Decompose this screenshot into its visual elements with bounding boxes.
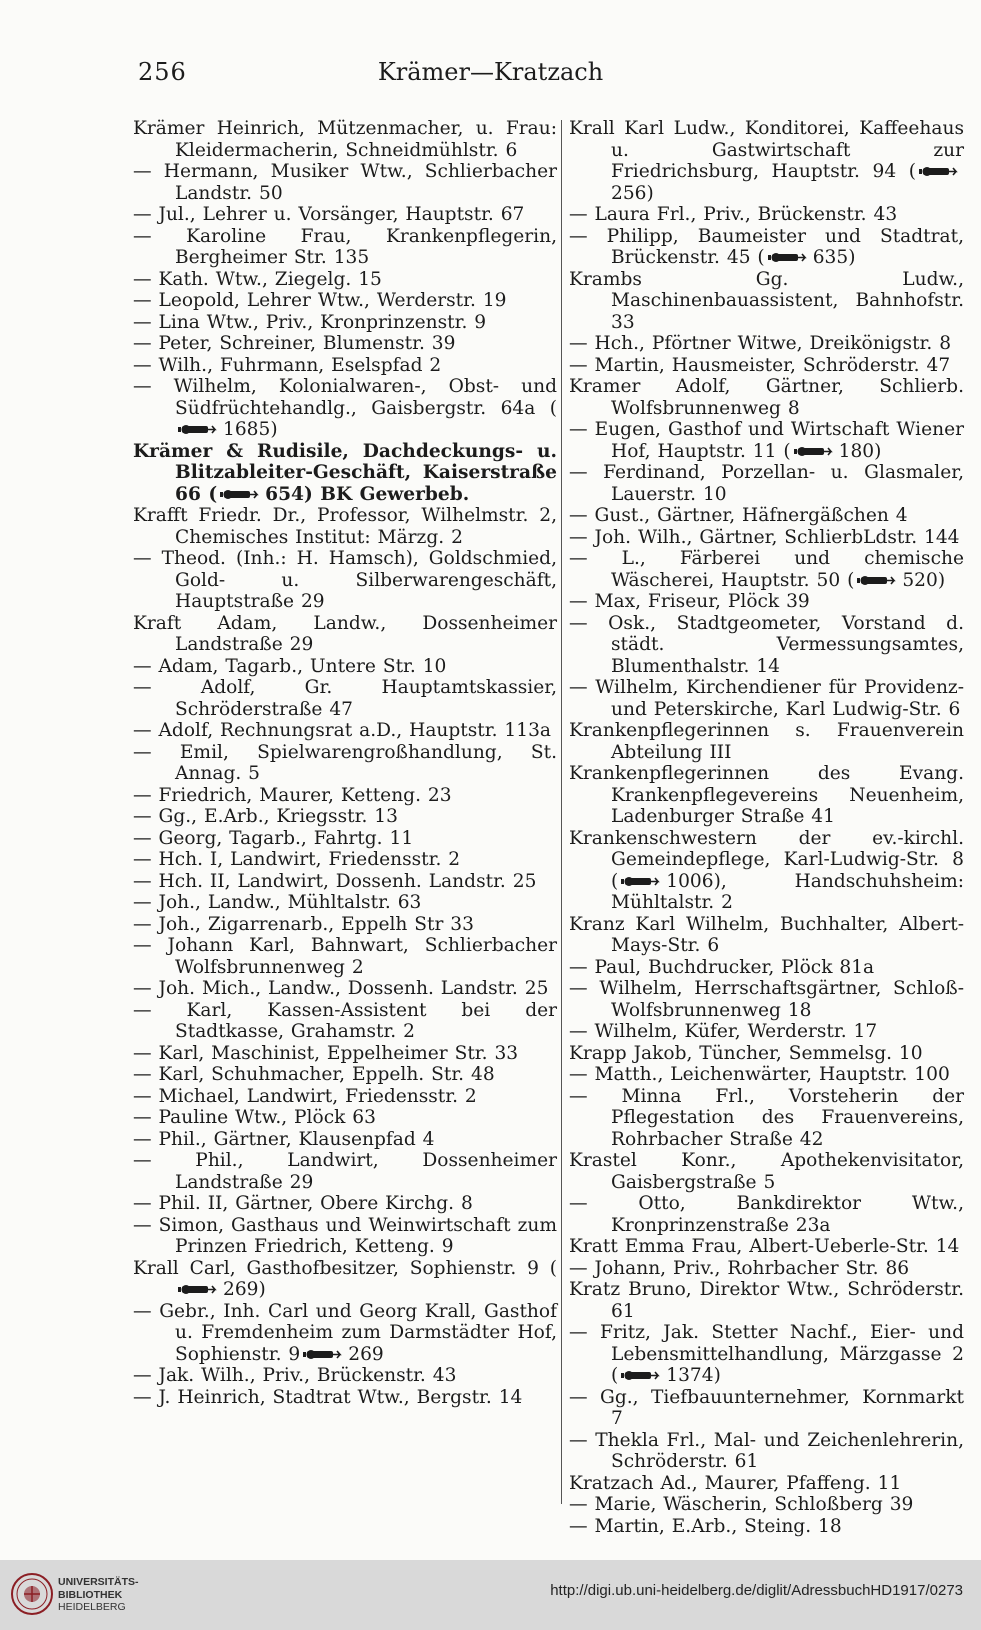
library-name [58,1576,139,1614]
directory-entry [569,376,964,419]
telephone-icon [856,574,900,587]
entry-text: — Minna Frl., Vorsteherin der Pflegestation des Frauenvereins, Rohrbacher Straße 42 [569,1085,964,1150]
entry-text: — Jak. Wilh., Priv., Brückenstr. 43 [133,1365,457,1386]
directory-entry [133,376,557,441]
library-name-line3: HEIDELBERG [58,1601,126,1613]
entry-text: — Wilhelm, Küfer, Werderstr. 17 [569,1021,878,1042]
entry-text: — Osk., Stadtgeometer, Vorstand d. städt. Vermessungsamtes, Blumenthalstr. 14 [569,612,964,677]
entry-text: — Johann Karl, Bahnwart, Schlierbacher Wolfsbrunnenweg 2 [133,935,557,978]
directory-entry [569,828,964,914]
entry-text: Kratz Bruno, Direktor Wtw., Schröderstr. 61 [569,1279,964,1322]
directory-entry [569,1193,964,1236]
directory-entry [133,871,557,893]
directory-entry [133,677,557,720]
source-url-link[interactable]: http://digi.ub.uni-heidelberg.de/diglit/AdressbuchHD1917/0273 [550,1582,963,1599]
entry-text: — Karoline Frau, Krankenpflegerin, Bergheimer Str. 135 [133,225,557,268]
entry-text: — Eugen, Gasthof und Wirtschaft Wiener Hof, Hauptstr. 11 ( [569,419,964,462]
entry-text: Kraft Adam, Landw., Dossenheimer Landstraße 29 [133,612,557,655]
entry-text: — Gebr., Inh. Carl und Georg Krall, Gasthof u. Fremdenheim zum Darmstädter Hof, Sophienstr. 9 [133,1300,557,1365]
directory-entry [569,1279,964,1322]
entry-text: Kranz Karl Wilhelm, Buchhalter, Albert-Mays-Str. 6 [569,913,964,956]
directory-entry [133,613,557,656]
directory-entry [569,419,964,462]
entry-text: — Jul., Lehrer u. Vorsänger, Hauptstr. 67 [133,204,525,225]
directory-entry [133,892,557,914]
telephone-icon [767,251,811,264]
entry-text: Krankenschwestern der ev.-kirchl. Gemeindepflege, Karl-Ludwig-Str. 8 ( [569,827,964,892]
entry-text: — Karl, Schuhmacher, Eppelh. Str. 48 [133,1064,495,1085]
directory-entry [569,118,964,204]
entry-phone: 1006), Handschuhsheim: Mühltalstr. 2 [611,870,964,913]
entry-text: Krämer & Rudisile, Dachdeckungs- u. Blitzableiter-Geschäft, Kaiserstraße 66 ( [133,440,557,505]
entry-text: Krapp Jakob, Tüncher, Semmelsg. 10 [569,1042,923,1064]
entry-text: — Thekla Frl., Mal- und Zeichenlehrerin, Schröderstr. 61 [569,1429,964,1472]
directory-entry [133,548,557,613]
telephone-icon [793,445,837,458]
directory-entry [133,441,557,506]
entry-text: — Philipp, Baumeister und Stadtrat, Brückenstr. 45 ( [569,225,964,268]
telephone-icon [302,1348,346,1361]
entry-text: — Wilhelm, Kirchendiener für Providenz- und Peterskirche, Karl Ludwig-Str. 6 [569,677,964,720]
directory-entry [133,1064,557,1086]
right-column [569,118,964,1537]
directory-entry [569,763,964,828]
directory-entry [569,957,964,979]
entry-text: — Wilhelm, Kolonialwaren-, Obst- und Südfrüchtehandlg., Gaisbergstr. 64a ( [133,376,557,419]
directory-entry [133,1107,557,1129]
directory-entry [133,849,557,871]
telephone-icon [177,423,221,436]
directory-entry [569,1473,964,1495]
running-head: Krämer—Kratzach [377,58,604,86]
entry-text: — Michael, Landwirt, Friedensstr. 2 [133,1085,477,1107]
entry-text: — Martin, Hausmeister, Schröderstr. 47 [569,354,951,376]
directory-entry [133,1215,557,1258]
directory-entry [569,269,964,334]
entry-text: — L., Färberei und chemische Wäscherei, Hauptstr. 50 ( [569,548,964,591]
directory-entry [133,355,557,377]
directory-entry [569,505,964,527]
entry-text: Krall Carl, Gasthofbesitzer, Sophienstr. 9 ( [133,1257,557,1279]
directory-entry [133,914,557,936]
library-name-line2: BIBLIOTHEK [58,1588,123,1601]
directory-entry [569,462,964,505]
entry-text: — Matth., Leichenwärter, Hauptstr. 100 [569,1064,950,1085]
entry-text: Krafft Friedr. Dr., Professor, Wilhelmstr. 2, Chemisches Institut: Märzg. 2 [133,505,557,548]
column-divider [561,120,562,1504]
entry-phone: 1685) [223,419,278,440]
directory-entry [133,118,557,161]
entry-text: — Georg, Tagarb., Fahrtg. 11 [133,827,414,849]
directory-entry [133,935,557,978]
entry-text: — Lina Wtw., Priv., Kronprinzenstr. 9 [133,311,487,333]
entry-phone: 256) [611,182,654,204]
entry-text: — Phil., Gärtner, Klausenpfad 4 [133,1128,435,1150]
directory-entry [133,505,557,548]
directory-entry [569,226,964,269]
directory-entry [133,1387,557,1409]
entry-text: — Simon, Gasthaus und Weinwirtschaft zum Prinzen Friedrich, Ketteng. 9 [133,1214,557,1257]
directory-entry [133,226,557,269]
directory-entry [569,1430,964,1473]
entry-text: — Phil., Landwirt, Dossenheimer Landstraße 29 [133,1150,557,1193]
entry-text: Krämer Heinrich, Mützenmacher, u. Frau: Kleidermacherin, Schneidmühlstr. 6 [133,118,557,161]
directory-entry [133,269,557,291]
directory-entry [569,1043,964,1065]
entry-text: — Joh., Landw., Mühltalstr. 63 [133,892,422,913]
directory-entry [569,720,964,763]
entry-phone: 269 [348,1343,384,1365]
entry-phone: 269) [223,1279,266,1300]
entry-text: — Karl, Kassen-Assistent bei der Stadtkasse, Grahamstr. 2 [133,999,557,1042]
directory-entry [133,1000,557,1043]
entry-text: Kratzach Ad., Maurer, Pfaffeng. 11 [569,1472,902,1494]
directory-entry [133,1150,557,1193]
telephone-icon [219,488,263,501]
directory-entry [133,806,557,828]
entry-text: Krastel Konr., Apothekenvisitator, Gaisbergstraße 5 [569,1150,964,1193]
entry-text: — Gg., Tiefbauunternehmer, Kornmarkt 7 [569,1386,964,1429]
directory-entry [133,1043,557,1065]
directory-entry [569,1021,964,1043]
entry-text: — Theod. (Inh.: H. Hamsch), Goldschmied, Gold- u. Silberwarengeschäft, Hauptstraße 29 [133,548,557,612]
directory-entry [133,720,557,742]
directory-entry [569,355,964,377]
entry-text: — Otto, Bankdirektor Wtw., Kronprinzenstraße 23a [569,1193,964,1236]
entry-text: Kratt Emma Frau, Albert-Ueberle-Str. 14 [569,1236,960,1257]
entry-text: — Phil. II, Gärtner, Obere Kirchg. 8 [133,1193,473,1214]
entry-text: — Gust., Gärtner, Häfnergäßchen 4 [569,505,908,526]
directory-entry [133,1129,557,1151]
telephone-icon [620,1369,664,1382]
directory-entry [569,591,964,613]
directory-entry [133,1086,557,1108]
entry-text: Krall Karl Ludw., Konditorei, Kaffeehaus u. Gastwirtschaft zur Friedrichsburg, Hauptstr. 94 ( [569,118,964,182]
directory-entry [133,1258,557,1301]
entry-text: — Hch. I, Landwirt, Friedensstr. 2 [133,849,461,870]
entry-text: — Kath. Wtw., Ziegelg. 15 [133,268,382,290]
directory-entry [133,1301,557,1366]
entry-text: Krankenpflegerinnen s. Frauenverein Abteilung III [569,720,964,763]
directory-entry [569,677,964,720]
entry-text: — Laura Frl., Priv., Brückenstr. 43 [569,204,898,225]
entry-text: — Adolf, Rechnungsrat a.D., Hauptstr. 113a [133,720,552,741]
entry-phone: 520) [902,569,946,591]
directory-entry [569,1516,964,1538]
entry-text: — Friedrich, Maurer, Ketteng. 23 [133,784,452,806]
entry-text: — Hch. II, Landwirt, Dossenh. Landstr. 25 [133,870,537,892]
directory-entry [133,1365,557,1387]
directory-entry [569,613,964,678]
directory-entry [133,161,557,204]
entry-text: — Max, Friseur, Plöck 39 [569,591,810,612]
entry-text: — Wilhelm, Herrschaftsgärtner, Schloß-Wolfsbrunnenweg 18 [569,978,964,1021]
entry-text: — Wilh., Fuhrmann, Eselspfad 2 [133,354,442,376]
directory-entry [133,785,557,807]
entry-text: — J. Heinrich, Stadtrat Wtw., Bergstr. 14 [133,1386,523,1408]
directory-entry [133,742,557,785]
entry-text: — Adam, Tagarb., Untere Str. 10 [133,655,447,677]
entry-text: — Joh., Zigarrenarb., Eppelh Str 33 [133,913,474,935]
entry-text: Krankenpflegerinnen des Evang. Krankenpflegevereins Neuenheim, Ladenburger Straße 41 [569,763,964,827]
entry-text: — Peter, Schreiner, Blumenstr. 39 [133,333,456,354]
directory-entry [133,656,557,678]
entry-text: — Martin, E.Arb., Steing. 18 [569,1515,842,1537]
entry-text: — Joh. Wilh., Gärtner, SchlierbLdstr. 144 [569,526,960,548]
entry-phone: 654) BK Gewerbeb. [265,483,470,505]
entry-phone: 180) [838,440,882,462]
directory-entry [569,1064,964,1086]
entry-text: Krambs Gg. Ludw., Maschinenbauassistent, Bahnhofstr. 33 [569,268,964,333]
telephone-icon [620,875,664,888]
entry-phone: 635) [812,247,856,268]
directory-entry [569,204,964,226]
telephone-icon [918,165,962,178]
telephone-icon [177,1283,221,1296]
entry-text: — Adolf, Gr. Hauptamtskassier, Schröderstraße 47 [133,677,557,720]
entry-text: — Pauline Wtw., Plöck 63 [133,1107,376,1128]
directory-entry [569,1322,964,1387]
directory-entry [569,978,964,1021]
directory-entry [569,1494,964,1516]
entry-phone: 1374) [666,1365,721,1386]
entry-text: — Leopold, Lehrer Wtw., Werderstr. 19 [133,290,507,311]
entry-text: — Paul, Buchdrucker, Plöck 81a [569,956,875,978]
directory-entry [133,312,557,334]
entry-text: — Marie, Wäscherin, Schloßberg 39 [569,1494,914,1515]
entry-text: — Hch., Pförtner Witwe, Dreikönigstr. 8 [569,333,952,354]
directory-entry [569,527,964,549]
directory-entry [133,1193,557,1215]
entry-text: — Emil, Spielwarengroßhandlung, St. Annag. 5 [133,741,557,784]
university-seal-icon [10,1572,54,1616]
directory-entry [569,333,964,355]
directory-entry [569,1086,964,1151]
footer-bar [0,1560,981,1630]
directory-entry [133,290,557,312]
directory-entry [569,1236,964,1258]
directory-entry [133,978,557,1000]
entry-text: Kramer Adolf, Gärtner, Schlierb. Wolfsbrunnenweg 8 [569,376,964,419]
left-column [133,118,557,1408]
directory-entry [133,828,557,850]
directory-entry [569,1150,964,1193]
entry-text: — Fritz, Jak. Stetter Nachf., Eier- und Lebensmittelhandlung, Märzgasse 2 ( [569,1322,964,1386]
entry-text: — Johann, Priv., Rohrbacher Str. 86 [569,1257,910,1279]
directory-entry [133,333,557,355]
directory-entry [569,1258,964,1280]
directory-entry [569,548,964,591]
directory-entry [569,1387,964,1430]
entry-text: — Hermann, Musiker Wtw., Schlierbacher Landstr. 50 [133,161,557,204]
directory-entry [133,204,557,226]
entry-text: — Joh. Mich., Landw., Dossenh. Landstr. 25 [133,978,549,999]
entry-text: — Gg., E.Arb., Kriegsstr. 13 [133,806,398,827]
entry-text: — Karl, Maschinist, Eppelheimer Str. 33 [133,1042,519,1064]
page-number: 256 [138,58,187,86]
directory-entry [569,914,964,957]
library-name-line1: UNIVERSITÄTS- [58,1576,139,1588]
entry-text: — Ferdinand, Porzellan- u. Glasmaler, Lauerstr. 10 [569,462,964,505]
